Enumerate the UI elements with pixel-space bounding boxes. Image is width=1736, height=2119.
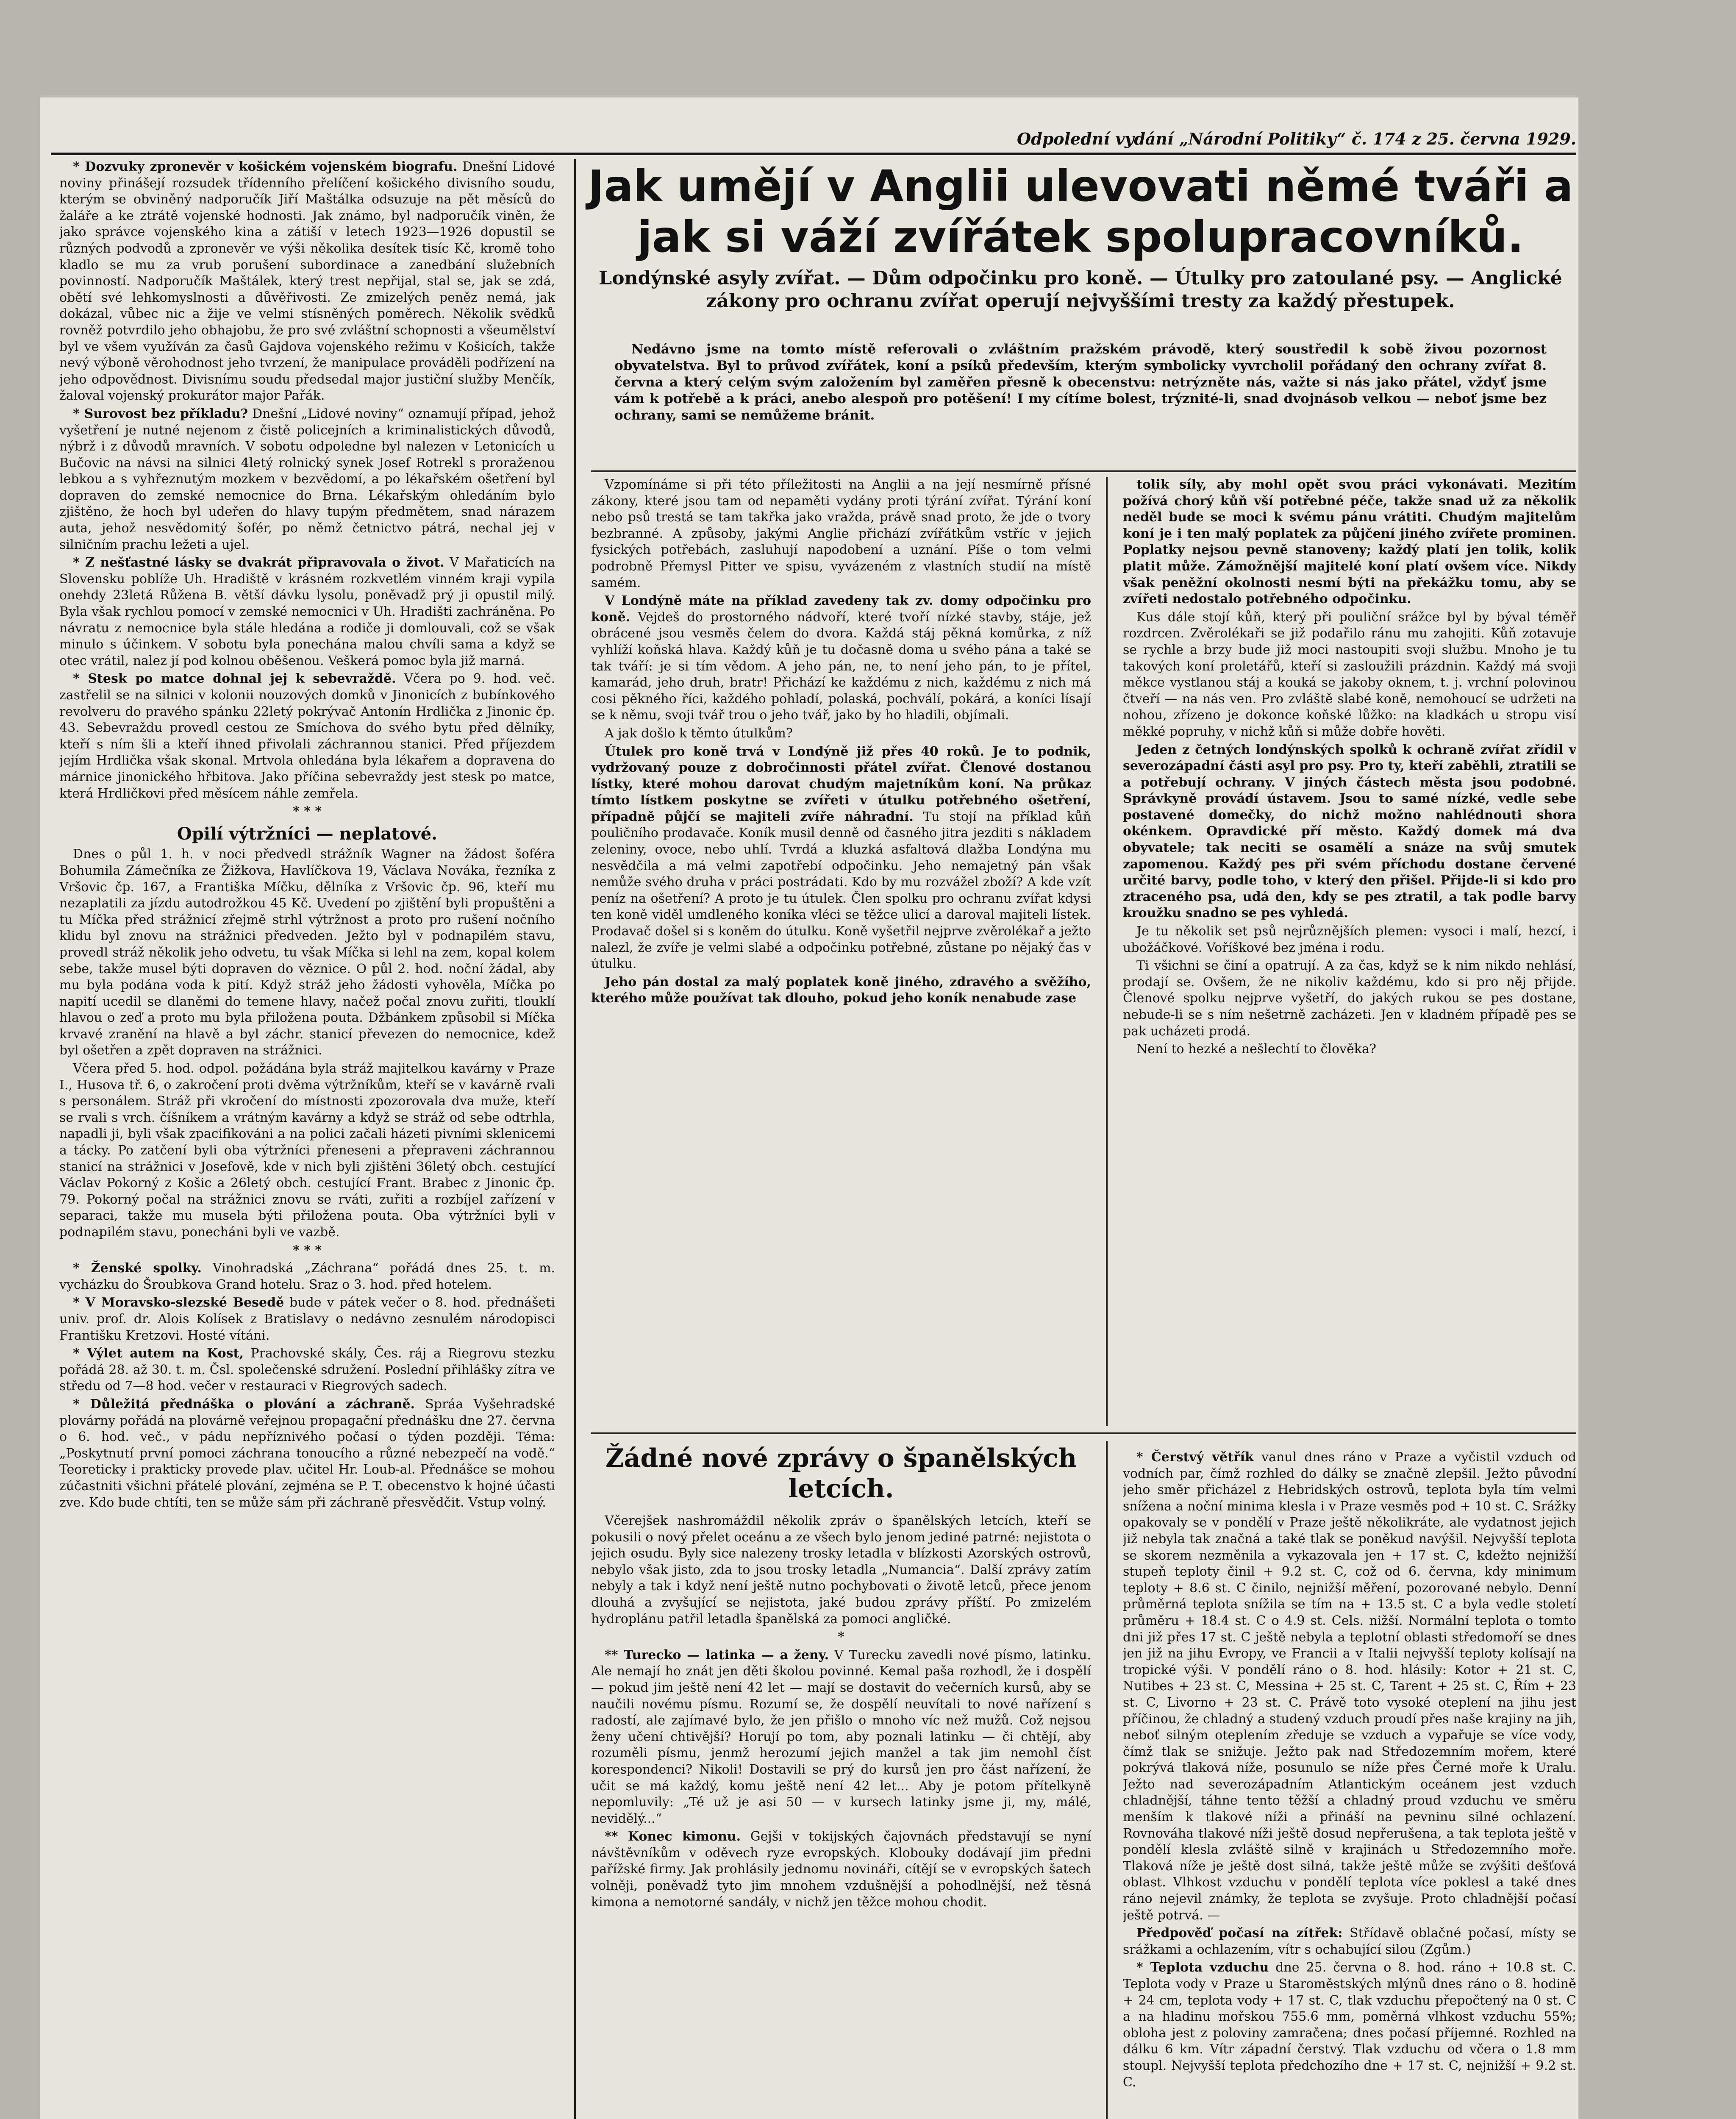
paragraph-text: A jak došlo k těmto útulkům? [605,726,793,741]
main-headline: Jak umějí v Anglii ulevovati němé tváři a jak si váží zvířátek spolupracovníků. [588,161,1573,262]
weather-column [1123,1449,1576,2119]
paragraph-text: Je tu několik set psů nejrůznějších plemen: vysoci i malí, hezcí, i ubožáčkové. Voříškové bez jména i rodu. [1123,924,1576,955]
paragraph-text: Tu stojí na příklad kůň pouličního prodavače. Koník musil denně od časného jitra jezditi s nákladem zeleniny, ovoce, nebo uhlí. Tvrdá a kluzká asfaltová dlažba Londýna mu nesvědčila a má velmi zapotřebí odpočinku. Jeho nemajetný pán však nemůže svého druha v práci postrádati. Kdo by mu rozvážel zboží? A kde vzít peníz na ošetření? A proto je tu útulek. Člen spolku pro ochranu zvířat kdysi ten koně viděl umdleného koníka vléci se těžce ulicí a daroval majiteli lístek. Prodavač došel si s koněm do útulku. Koně vyšetřil nejprve zvěrolékař a ježto nalezl, že zvíře je velmi slabé a odpočinku potřebné, zůstane po nějaký čas v útulku. [591,809,1091,972]
paragraph [59,1260,555,1293]
separator-stars: * * * [293,804,322,819]
section-rule [591,1432,1576,1434]
paragraph-text: Dnešní „Lidové noviny“ oznamují případ, jehož vyšetření je nutné nejenom z čistě policejních a kriminalistických důvodů, nýbrž i z důvodů mravních. V sobotu odpoledne byl nalezen v Letonicích u Bučovic na návsi na silnici 4letý rolnický synek Josef Rotrekl s proraženou lebkou a s vyhřeznutým mozkem v bezvědomí, a po lékařském ošetření byl dopraven do zemské nemocnice do Brna. Lékařským ohledáním bylo zjištěno, že hoch byl udeřen do hlavy tupým předmětem, snad nárazem auta, jehož nesvědomitý šofér, po němž četnictvo pátrá, nechal jej v silničním prachu ležeti a ujel. [59,406,555,552]
separator-stars: * [838,1630,844,1645]
paragraph-text: Prachovské skály, Čes. ráj a Riegrovu stezku pořádá 28. až 30. t. m. Čsl. společenské sdružení. Poslední přihlášky zítra ve středu od 7—8 hod. večer v restauraci v Riegrových sadech. [59,1346,555,1394]
paragraph [1123,958,1576,1040]
paragraph-lead: * Ženské spolky. [73,1261,202,1276]
paragraph-lead: Jeho pán dostal za malý poplatek koně jiného, zdravého a svěžího, kterého může používat tak dlouho, pokud jeho koník nenabude zase [591,974,1091,1006]
paragraph-text: Spráa Vyšehradské plovárny pořádá na plovárně veřejnou propagační přednášku dne 27. června o 6. hod. več., v pádu nepříznivého počasí o týden později. Téma: „Poskytnutí první pomoci záchrana tonoucího a různé nebezpečí na vodě.“ Teoreticky i prakticky provede plav. učitel Hr. Loub-al. Přednášce se mohou zúčastniti všichni přátelé plování, zejména se P. T. obecenstvo k hojné účasti zve. Kdo bude chtíti, ten se může sám při záchraně přesvědčit. Vstup volný. [59,1396,555,1510]
paragraph-lead: * Důležitá přednáška o plování a záchraně. [73,1396,415,1412]
paragraph [1123,609,1576,740]
paragraph-lead: Útulek pro koně trvá v Londýně již přes 40 roků. Je to podnik, vydržovaný pouze z dobročinnosti přátel zvířat. Členové dostanou lístky, které mohou darovat chudým majetníkům koní. Na průkaz tímto lístkem poskytne se zvířeti v útulku potřebného ošetření, případně půjčí se majiteli zvíře náhradní. [591,744,1091,824]
section-headline: Žádné nové zprávy o španělských letcích. [605,1443,1077,1504]
paragraph [59,846,555,1059]
section-column [591,1513,1091,2119]
paragraph [1123,742,1576,922]
paragraph-lead: * Stesk po matce dohnal jej k sebevraždě. [73,671,396,687]
paragraph-lead: ** Konec kimonu. [605,1829,741,1844]
paragraph-text: Gejši v tokijských čajovnách představují se nyní návštěvníkům v oděvech ryze evropských. Klobouky dodávají jim předni pařížské firmy. Jak prohlásily jednomu novináři, cítějí se v evropských šatech volněji, poněvadž tyto jim mnohem vzdušnější a pohodlnější, než těsná kimona a nemotorné sandály, v nichž jen těžce mohou chodit. [591,1829,1091,1910]
paragraph [1123,1925,1576,1958]
article-column-1 [591,477,1091,1426]
paragraph [1123,1449,1576,1924]
column-divider [1106,1441,1108,2119]
paragraph [1123,923,1576,956]
paragraph [591,726,1091,742]
paragraph-lead: * Surovost bez příkladu? [73,406,248,421]
paragraph [591,1647,1091,1827]
paragraph-lead: Předpověď počasí na zítřek: [1136,1926,1343,1941]
paragraph-lead: ** Turecko — latinka — a ženy. [605,1647,829,1663]
paragraph [591,744,1091,973]
paragraph-lead: * Výlet autem na Kost, [73,1346,244,1361]
paragraph-text: Včera po 9. hod. več. zastřelil se na silnici v kolonii nouzových domků v Jinonicích z bubínkového revolveru do pravého spánku 22letý pokrývač Antonín Hrdlička z Jinonic čp. 43. Sebevraždu provedl cestou ze Smíchova do svého bytu před dělníky, kteří s ním šli a kteří ihned přivolali záchrannou stanici. Před příjezdem jejím Hrdlička však skonal. Mrtvola ohledána byla lékařem a dopravena do márnice jinonického hřbitova. Jako příčina sebevraždy jest stesk po matce, která Hrdličkovi před měsícem náhle zemřela. [59,671,555,801]
separator-stars: * * * [293,1243,322,1258]
paragraph [591,1829,1091,1910]
paragraph-text: Dnes o půl 1. h. v noci předvedl strážník Wagner na žádost šoféra Bohumila Zámečníka ze Žižkova, Havlíčkova 19, Václava Nováka, řezníka z Vršovic čp. 167, a Františka Míčku, dělníka z Vršovic čp. 96, kteří mu nezaplatili za jízdu autodrožkou 45 Kč. Uvedení po zjištění byli propuštěni a tu Míčka před strážnicí zřejmě strhl výtržnost a proto pro rušení nočního klidu byl znovu na strážnici předveden. Ježto byl v podnapilém stavu, provedl stráž několik jeho odvetu, tu však Míčka si lehl na zem, kopal kolem sebe, takže musel býti dopraven do věznice. O půl 2. hod. noční žádal, aby mu byla podána voda k pití. Když stráž jeho žádosti vyhověla, Míčka po napití ucedil se dlaněmi do temene hlavy, načež počal znovu zuřiti, tlouklí hlavou o zeď a proto mu byla přiložena pouta. Džbánkem způsobil si Míčka krvavé zranění na hlavě a byl záchr. stanicí převezen do nemocnice, kdež byl ošetřen a zpět dopraven na strážnici. [59,847,555,1058]
paragraph-text: Ti všichni se činí a opatrují. A za čas, když se k nim nikdo nehlásí, prodají se. Ovšem, že ne nikoliv každému, kdo si pro něj přijde. Členové spolku nejprve vyšetří, do jakých rukou se pes dostane, nebude-li se s ním nešetrně zacházeti. Jen v kladném případě pes se pak ucházeti prodá. [1123,958,1576,1039]
article-lead: Nedávno jsme na tomto místě referovali o zvláštním pražském právodě, který soustředil k sobě živou pozornost obyvatelstva. Byl to průvod zvířátek, koní a psíků především, kterým symbolicky vyvrcholil pořádaný den ochrany zvířat 8. června a který celým svým založením byl zaměřen přesně k obecenstvu: netrýzněte nás, važte si nás jako přátel, vždyť jsme vám k potřebě a k práci, anebo alespoň pro potěšení! I my cítíme bolest, trýznité-li, snad dvojnásob velkou — neboť jsme bez ochrany, sami se nemůžeme bránit. [614,342,1547,423]
paragraph-text: V Mařaticích na Slovensku poblíže Uh. Hradiště v krásném rozkvetlém vinném kraji vypila onehdy 23letá Růžena B. větší dávku lysolu, poněvadž prý ji opustil milý. Byla však rychlou pomocí v zemské nemocnici v Uh. Hradišti zachráněna. Po návratu z nemocnice byla stále hledána a rodiče ji domlouvali, což se však minulo s účinkem. V sobotu byla ponechána malou chvíli sama a když se otec vrátil, nalez jí pod kolnou oběšenou. Veškerá pomoc byla již marná. [59,555,555,668]
paragraph-text: Vzpomínáme si při této příležitosti na Anglii a na její nesmírně přísné zákony, které jsou tam od nepaměti vydány proti týrání zvířat. Týrání koní nebo psů trestá se tam takřka jako vražda, právě snad proto, že jde o tvory bezbranné. A způsoby, jakými Anglie přichází zvířátkům vstříc v jejich fysických potřebách, zasluhují napodobení a uznání. Píše o tom velmi podrobně Přemysl Pitter ve spisu, vyvázeném z vlastních studií na místě samém. [591,477,1091,590]
paragraph [59,406,555,553]
paragraph-text: Není to hezké a nešlechtí to člověka? [1136,1042,1376,1057]
paragraph [59,1061,555,1241]
column-divider [1106,477,1108,1426]
paragraph-text: Včera před 5. hod. odpol. požádána byla stráž majitelkou kavárny v Praze I., Husova tř. 6, o zakročení proti dvěma výtržníkům, kteří se v kavárně rvali s personálem. Stráž při vkročení do místnosti zpozorovala dva muže, kteří se rvali s vrch. číšníkem a vrátným kavárny a když se stráž od sebe odtrhla, napadli ji, byli však zpacifikováni a na polici začali házeti pivními sklenicemi a tácky. Po zatčení byli oba výtržníci přeneseni a přepraveni záchrannou stanicí na strážnici v Josefově, kde v nich byli zjištěni 36letý obch. cestující Václav Pokorný z Košic a 26letý obch. cestující Frant. Brabec z Jinonic čp. 79. Pokorný počal na strážnici znovu se rváti, zuřiti a rozbíjel zařízení v separaci, takže mu musela býti přiložena pouta. Oba výtržníci byli v podnapilém stavu, ponecháni byli ve vazbě. [59,1061,555,1240]
paragraph [591,477,1091,591]
paragraph-text: Střídavě oblačné počasí, místy se srážkami a ochlazením, vítr s ochabující silou (Zgům.) [1123,1926,1576,1957]
paragraph [1123,477,1576,608]
paragraph-lead: tolik síly, aby mohl opět svou práci vykonávati. Mezitím požívá chorý kůň vší potřebné péče, takže snad už za několik neděl bude se moci k svému pánu vrátiti. Chudým majitelům koní je i ten malý poplatek za půjčení jiného zvířete prominen. Poplatky nejsou pevně stanoveny; každý platí jen tolik, kolik platit může. Zámožnější majitelé koní platí ovšem více. Nikdy však peněžní okolnosti nesmí býti na překážku tomu, aby se zvířeti nedostalo potřebného odpočinku. [1123,477,1576,607]
paragraph [591,593,1091,724]
top-rule [51,153,1576,155]
paragraph-lead: * Dozvuky zpronevěr v košickém vojenském biografu. [73,159,458,174]
paragraph-text: Včerejšek nashromáždil několik zpráv o španělských letcích, kteří se pokusili o nový přelet oceánu a ze všech bylo jenom jediné patrné: nejistota o jejich osudu. Byly sice nalezeny trosky letadla v blízkosti Azorských ostrovů, nebylo však jisto, zda to jsou trosky letadla „Numancia“. Další zprávy zatím nebyly a tak i když není ještě nutno pochybovati o životě letců, přece jenom dlouhá a zvyšující se nejistota, jaké budou zprávy příští. Po zmizelém hydroplánu patřil letadla španělská za pomoci angličké. [591,1513,1091,1627]
masthead: Odpolední vydání „Národní Politiky“ č. 174 z 25. června 1929. [1017,129,1576,148]
paragraph [59,159,555,404]
paragraph-text: V Turecku zavedli nové písmo, latinku. Ale nemají ho znát jen děti školou povinné. Kemal paša rozhodl, že i dospělí — pokud jim ještě není 42 let — mají se dostavit do večerních kursů, aby se naučili novému písmu. Rozumí se, že dospělí neuvítali to nové nařízení s radostí, ale zajímavé bylo, že jen přišlo o mnoho víc než mužů. Což nejsou ženy učení chtivější? Horují po tom, aby poznali latinku — či chtějí, aby rozuměli písmu, jenmž herozumí jejich manžel a tak jim nemohl číst korespondenci? Nikoli! Dostavili se prý do kursů jen pro část nařízení, že učit se má každý, komu ještě není 42 let... Aby je potom přítelkyně nepomluvily: „Té už je asi 50 — v kursech latinky jsme ji, my, málé, nevidělý...“ [591,1647,1091,1826]
left-column-news [59,159,555,2119]
paragraph-text: Vinohradská „Záchrana“ pořádá dnes 25. t. m. vycházku do Šroubkova Grand hotelu. Sraz o 3. hod. před hotelem. [59,1261,555,1292]
paragraph-lead: * Čerstvý větřík [1136,1450,1254,1465]
paragraph-text: Dnešní Lidové noviny přinášejí rozsudek třídenního přelíčení košického divisního soudu, kterým se obviněný nadporučík Jiří Maštálka odsuzuje na pět měsíců do žaláře a ke ztrátě vojenské hodnosti. Jak známo, byl nadporučík viněn, že jako správce vojenského kina a zátiší v letech 1923—1926 dopustil se různých podvodů a zpronevěr ve výši několika desítek tisíc Kč, kromě toho kladlo se mu za vrub porušení subordinace a zanedbání služebních povinností. Nadporučík Maštálek, který trest nepřijal, stal se, jak se zdá, obětí své lehkomyslnosti a důvěřivosti. Ze zmizelých peněz nemá, jak dokázal, vůbec nic a žije ve velmi stísněných poměrech. Několik svědků rovněž potvrdilo jeho obhajobu, že pro své zvláštní schopnosti a všeumělství byl ve všem využíván za časů Gajdova vojenského režimu v Košicích, takže nevý výboně věrohodnost jeho tvrzení, že manipulace prováděli podřízení na jeho odpovědnost. Divisnímu soudu předsedal major justiční služby Menčík, žaloval vojenský prokurátor major Pařák. [59,159,555,403]
article-column-2 [1123,477,1576,1426]
paragraph [59,671,555,802]
sub-headline: Londýnské asyly zvířat. — Dům odpočinku pro koně. — Útulky pro zatoulané psy. — Anglické zákony pro ochranu zvířat operují nejvyššími tresty za každý přestupek. [599,267,1562,312]
paragraph [59,1295,555,1344]
paragraph-lead: * Z nešťastné lásky se dvakrát připravovala o život. [73,555,444,570]
paragraph-text: vanul dnes ráno v Praze a vyčistil vzduch od vodních par, čímž rozhled do dálky se značně zlepšil. Ježto původní jeho směr přicházel z Hebridských ostrovů, teplota byla tím velmi snížena a noční minima klesla i v Praze vesměs pod + 10 st. C. Srážky opakovaly se v pondělí v Praze ještě několikráte, ale vydatnost jejich již nebyla tak značná a také tlak se poněkud navýšil. Nejvyšší teplota se skorem nezměnila a vykazovala jen + 17 st. C, kdežto nejnižší stupeň teploty činil + 9.2 st. C, což od 6. června, kdy minimum teploty + 8.6 st. C činilo, nejnižší měření, pozorované nebylo. Denní průměrná teplota snížila se tím na + 13.5 st. C a byla vedle století průměru + 18.4 st. C o 4.9 st. Cels. nižší. Normální teplota o tomto dni již přes 17 st. C ještě nebyla a teplotní oblasti středomoří se dnes jen již na jihu Evropy, ve Francii a v Italii nejvyšší teploty kolísají na tropické výši. V pondělí ráno o 8. hod. hlásily: Kotor + 21 st. C, Nutibes + 23 st. C, Messina + 25 st. C, Tarent + 25 st. C, Řím + 23 st. C, Livorno + 23 st. C. Právě toto vysoké oteplení na jihu jest příčinou, že chladný a studený vzduch proudí přes naše krajiny na jih, neboť silným oteplením zředuje se vzduch a vypařuje se více vody, čímž tlak se snižuje. Ježto pak nad Středozemním mořem, které pokrývá tlaková níže, posunulo se níže přes Černé moře k Uralu. Ježto nad severozápadním Atlantickým oceánem jest vzduch chladnější, táhne tento těžší a chladný proud vzduchu ve směru menším k tlakové níži a přináší na pevninu silné ochlazení. Rovnováha tlakové níži ještě dosud nepřerušena, a tak teplota ještě v pondělí klesla zvláště silně v krajinách u Středozemního moře. Tlaková níže je ještě dost silná, takže ještě může se zvýšiti dešťová oblast. Vlhkost vzduchu v pondělí teplota více poklesl a také dnes ráno nejevil známky, že teplota se zvyšuje. Proto chladnější počasí ještě potrvá. — [1123,1450,1576,1923]
paragraph-text: bude v pátek večer o 8. hod. přednášeti univ. prof. dr. Alois Kolísek z Bratislavy o nedávno zesnulém národopisci Františku Kretzovi. Hosté vítáni. [59,1295,555,1343]
paragraph-lead: Jeden z četných londýnských spolků k ochraně zvířat zřídil v severozápadní části asyl pro psy. Pro ty, kteří zaběhli, ztratili se a potřebují ochrany. V jiných částech města jsou podobné. Správkyně provádí ústavem. Jsou to samé nízké, vedle sebe postavené domečky, do nichž možno nahlédnouti shora okénkem. Opravdické pří město. Každý domek má dva obyvatele; tak neciti se osamělí a snáze na svůj smutek zapomenou. Každý pes při svém příchodu dostane červené určité barvy, podle toho, v který den přišel. Přijde-li si kdo pro ztraceného psa, udá den, kdy se pes ztratil, a tak podle barvy kroužku snadno se pes vyhledá. [1123,742,1576,921]
paragraph [591,1513,1091,1627]
paragraph-text: dne 25. června o 8. hod. ráno + 10.8 st. C. Teplota vody v Praze u Staroměstských mlýnů dnes ráno o 8. hodině + 24 cm, teplota vody + 17 st. C, tlak vzduchu přepočtený na 0 st. C a na hladinu mořskou 755.6 mm, poměrná vlhkost vzduchu 55%; obloha jest z poloviny zamračena; dnes počasí příjemné. Rozhled na dálku 6 km. Vítr západní čerstvý. Tlak vzduchu od včera o 1.8 mm stoupl. Nejvyšší teplota předchozího dne + 17 st. C, nejnižší + 9.2 st. C. [1123,1960,1576,2090]
paragraph [59,1346,555,1395]
column-subheading: Opilí výtržníci — neplatové. [177,823,438,844]
paragraph-text: Vejdeš do prostorného nádvoří, které tvoří nízké stavby, stáje, jež obrácené jsou vesměs čelem do dvora. Každá stáj pěkná komůrka, z níž vyhlíží koňská hlava. Každý kůň je tu dočasně doma u svého pána a také se tak tváří: je si tím vědom. A jeho pán, ne, to není jeho pán, to je přítel, kamarád, jeho druh, bratr! Přichází ke každému z nich, každému z nich má cosi pěkného říci, každého pohladí, polaská, pochválí, pokárá, a koníci lísají se k němu, svoji tvář trou o jeho tvář, jako by ho hladili, objímali. [591,609,1091,723]
paragraph [59,555,555,669]
lead-rule [591,470,1576,472]
paragraph-lead: V Londýně máte na příklad zavedeny tak zv. domy odpočinku pro koně. [591,593,1091,625]
column-divider [574,159,576,2119]
paragraph [1123,1960,1576,2091]
paragraph-lead: * Teplota vzduchu [1136,1960,1269,1975]
paragraph [1123,1041,1576,1058]
paragraph [59,1396,555,1511]
paragraph-text: Kus dále stojí kůň, který při pouliční srážce byl by býval téměř rozdrcen. Zvěrolékaři se již podařilo ránu mu zahojiti. Kůň zotavuje se rychle a brzy bude již moci nastoupiti svoji službu. Mnoho je tu takových koní proletářů, kteří si zasloužili prázdnin. Každý má svoji měkce vystlanou stáj a kouká se jakoby oknem, t. j. vrchní polovinou čtveří — na nás ven. Pro zvláště slabé koně, nemohoucí se udržeti na nohou, zřízeno je dokonce koňské lůžko: na kladkách u stropu visí měkké popruhy, v nichž kůň si může dobře hověti. [1123,609,1576,739]
paragraph [591,974,1091,1007]
paragraph-lead: * V Moravsko-slezské Besedě [73,1295,284,1310]
